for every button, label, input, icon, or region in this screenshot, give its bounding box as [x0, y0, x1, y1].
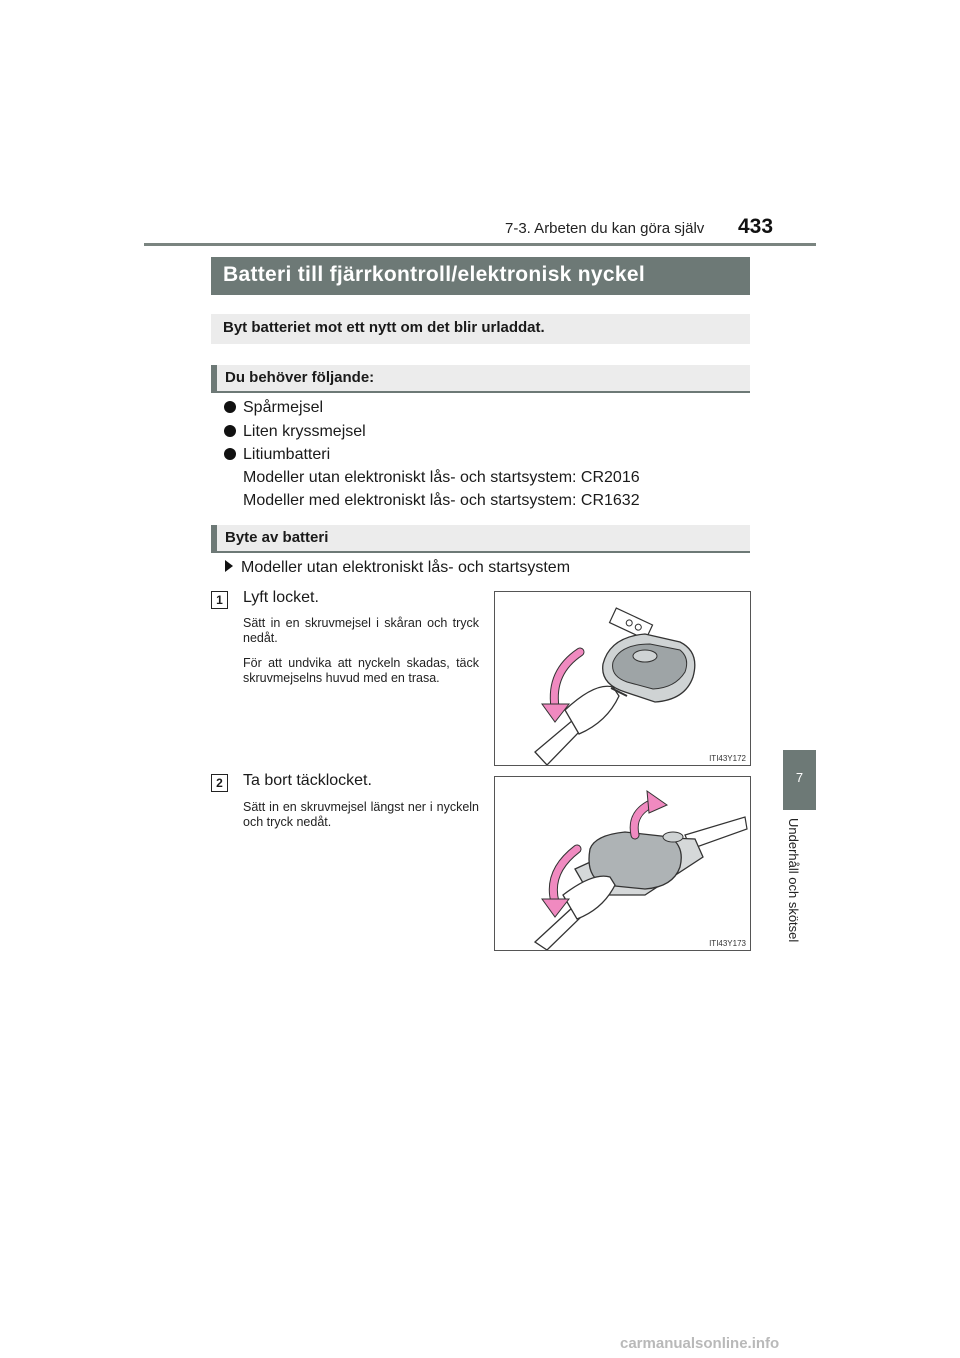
figure-code: ITI43Y172 [709, 754, 746, 763]
info-text: Byt batteriet mot ett nytt om det blir urladdat. [223, 319, 545, 336]
bullet-icon [224, 401, 236, 413]
list-item: Spårmejsel [224, 399, 323, 417]
model-note: Modeller utan elektroniskt lås- och startsystem [225, 559, 570, 577]
list-item: Litiumbatteri [224, 446, 330, 464]
chapter-label-container [787, 818, 815, 963]
figure-code: ITI43Y173 [709, 939, 746, 948]
replace-heading: Byte av batteri [225, 529, 329, 546]
triangle-right-icon [225, 560, 233, 572]
figure-open-cover [494, 591, 751, 766]
page-title: Batteri till fjärrkontroll/elektronisk nyckel [223, 263, 645, 286]
needs-heading-bar [211, 365, 750, 393]
chapter-tab[interactable] [783, 750, 816, 810]
key-open-illustration [495, 592, 750, 765]
step-number: 2 [211, 774, 228, 792]
chapter-label: Underhåll och skötsel [786, 818, 801, 943]
page-number: 433 [738, 215, 774, 238]
info-box [211, 314, 750, 344]
list-item: Liten kryssmejsel [224, 423, 366, 441]
step-title: Ta bort täcklocket. [243, 772, 372, 789]
step-description: För att undvika att nyckeln skadas, täck skruvmejselns huvud med en trasa. [243, 656, 479, 685]
step-title: Lyft locket. [243, 589, 319, 606]
key-cover-illustration [495, 777, 750, 950]
bullet-icon [224, 425, 236, 437]
bullet-icon [224, 448, 236, 460]
chapter-number: 7 [795, 770, 804, 785]
header-divider [144, 243, 816, 246]
step-number: 1 [211, 591, 228, 609]
page-title-bar [211, 257, 750, 295]
watermark: carmanualsonline.info [620, 1335, 780, 1352]
battery-note: Modeller utan elektroniskt lås- och startsystem: CR2016 [243, 469, 640, 486]
section-heading: 7-3. Arbeten du kan göra själv [505, 220, 705, 237]
figure-remove-cover [494, 776, 751, 951]
battery-note: Modeller med elektroniskt lås- och startsystem: CR1632 [243, 492, 640, 509]
step-description: Sätt in en skruvmejsel i skåran och tryck nedåt. [243, 616, 479, 645]
replace-heading-bar [211, 525, 750, 553]
needs-heading: Du behöver följande: [225, 369, 375, 386]
step-description: Sätt in en skruvmejsel längst ner i nyckeln och tryck nedåt. [243, 800, 479, 829]
